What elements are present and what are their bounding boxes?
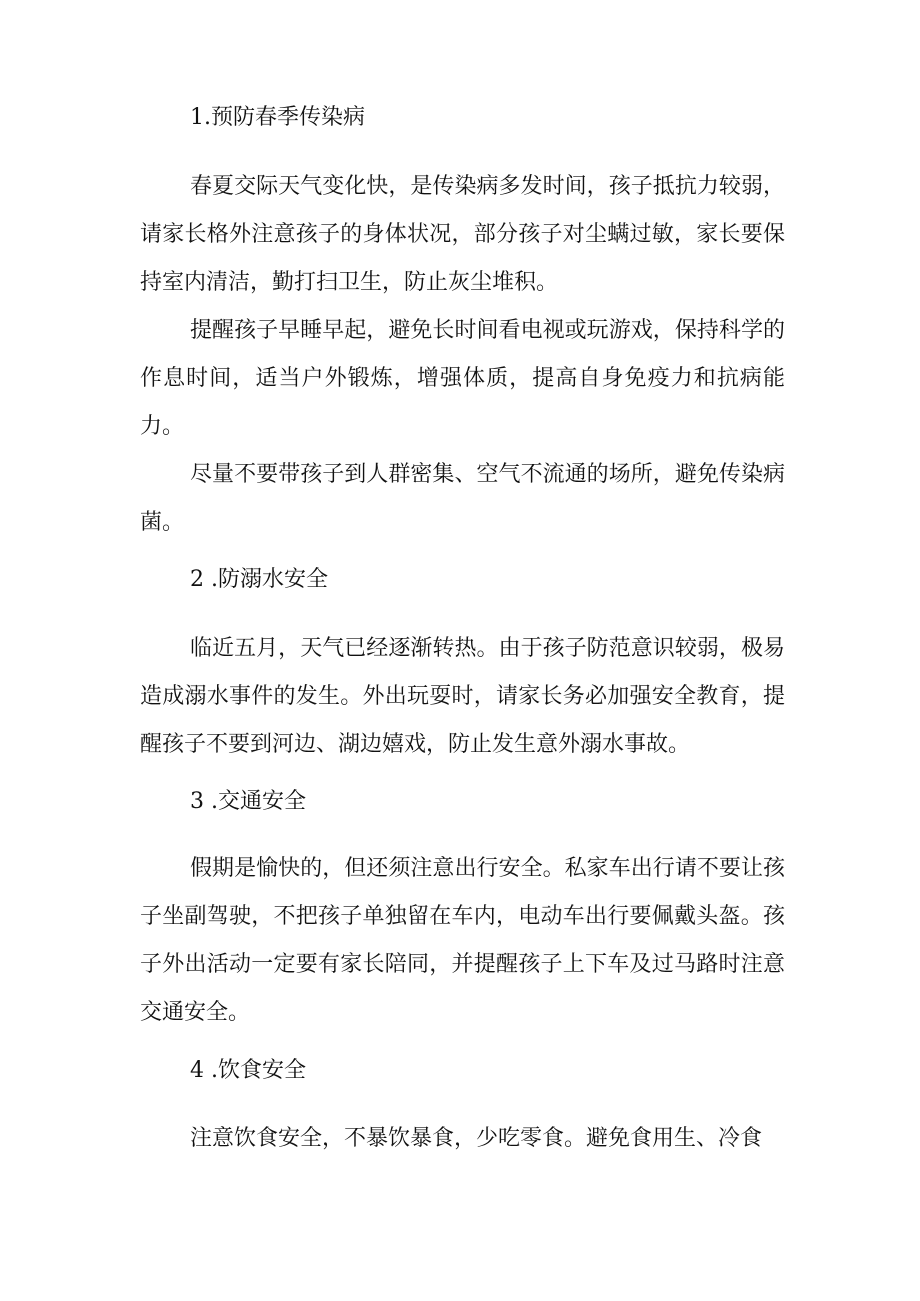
paragraph-4-1: 注意饮食安全，不暴饮暴食，少吃零食。避免食用生、冷食 — [190, 1126, 763, 1151]
paragraph-1-3: 尽量不要带孩子到人群密集、空气不流通的场所，避免传染病菌。 — [140, 462, 785, 535]
section-heading-2: 2 .防溺水安全 — [190, 567, 328, 592]
paragraph-1-1: 春夏交际天气变化快，是传染病多发时间，孩子抵抗力较弱，请家长格外注意孩子的身体状况，部分孩子对尘螨过敏，家长要保持室内清洁，勤打扫卫生，防止灰尘堆积。 — [140, 174, 785, 295]
paragraph-2-1: 临近五月，天气已经逐渐转热。由于孩子防范意识较弱，极易造成溺水事件的发生。外出玩耍时，请家长务必加强安全教育，提醒孩子不要到河边、湖边嬉戏，防止发生意外溺水事故。 — [140, 636, 785, 757]
paragraph-1-2: 提醒孩子早睡早起，避免长时间看电视或玩游戏，保持科学的作息时间，适当户外锻炼，增强体质，提高自身免疫力和抗病能力。 — [140, 318, 785, 439]
section-heading-3: 3 .交通安全 — [190, 789, 306, 814]
paragraph-3-1: 假期是愉快的，但还须注意出行安全。私家车出行请不要让孩子坐副驾驶，不把孩子单独留在车内，电动车出行要佩戴头盔。孩子外出活动一定要有家长陪同，并提醒孩子上下车及过马路时注意交通安全。 — [140, 856, 785, 1025]
section-heading-4: 4 .饮食安全 — [190, 1058, 306, 1083]
section-heading-1: 1.预防春季传染病 — [190, 105, 365, 130]
